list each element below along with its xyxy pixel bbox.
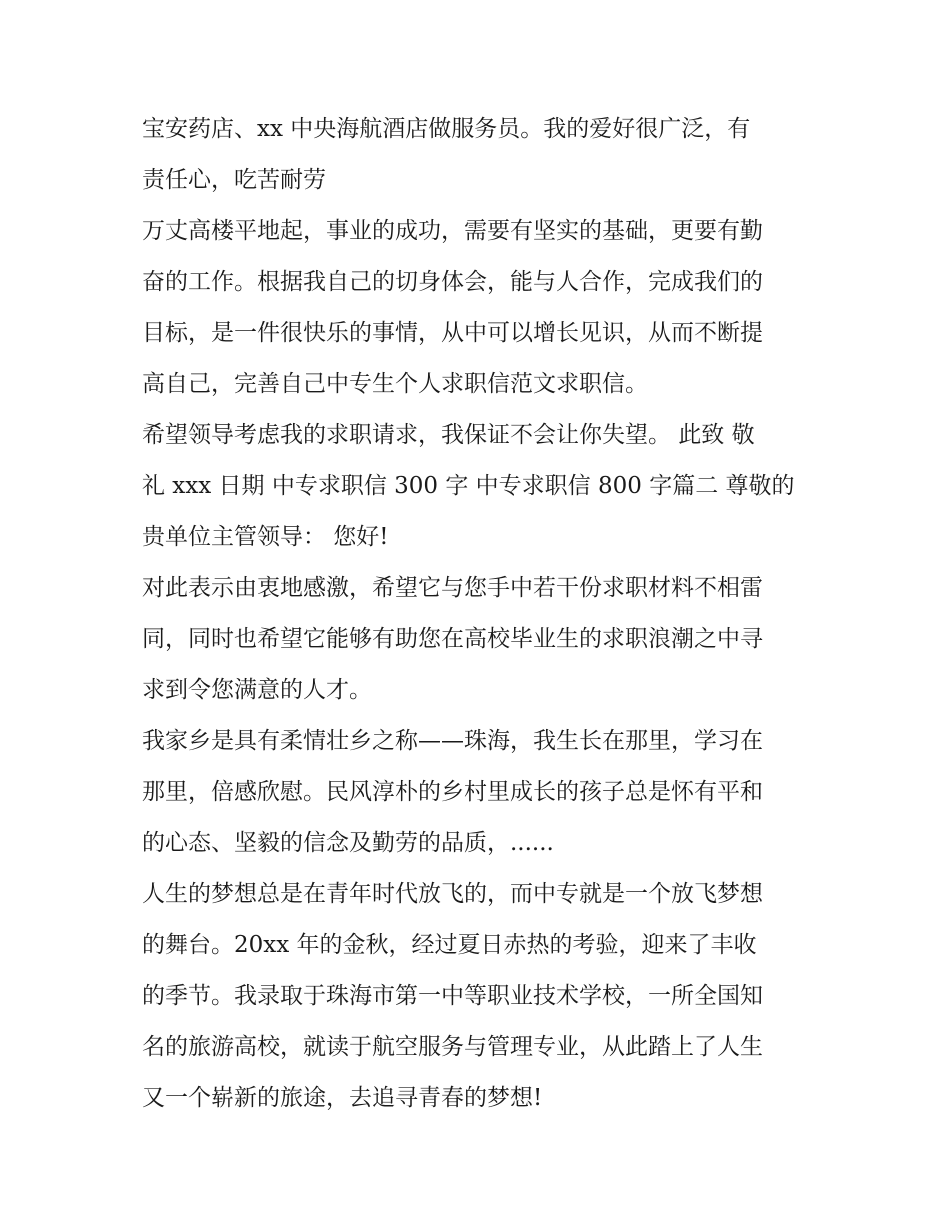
text-line: 目标，是一件很快乐的事情，从中可以增长见识，从而不断提	[142, 320, 763, 346]
text-line: 责任心，吃苦耐劳	[142, 167, 326, 193]
text-line: 那里，倍感欣慰。民风淳朴的乡村里成长的孩子总是怀有平和	[142, 779, 763, 805]
text-line: 高自己，完善自己中专生个人求职信范文求职信。	[142, 371, 648, 397]
text-line: 希望领导考虑我的求职请求，我保证不会让你失望。 此致 敬	[142, 422, 755, 448]
text-line: 奋的工作。根据我自己的切身体会，能与人合作，完成我们的	[142, 269, 763, 295]
text-line: 的季节。我录取于珠海市第一中等职业技术学校，一所全国知	[142, 983, 763, 1009]
text-line: 我家乡是具有柔情壮乡之称——珠海，我生长在那里，学习在	[142, 728, 763, 754]
text-line: 又一个崭新的旅途，去追寻青春的梦想!	[142, 1085, 543, 1111]
text-line: 对此表示由衷地感激，希望它与您手中若干份求职材料不相雷	[142, 575, 763, 601]
text-line: 的心态、坚毅的信念及勤劳的品质，......	[142, 830, 554, 856]
document-body	[142, 104, 822, 1124]
text-line: 礼 xxx 日期 中专求职信 300 字 中专求职信 800 字篇二 尊敬的	[142, 473, 795, 499]
text-line: 人生的梦想总是在青年时代放飞的，而中专就是一个放飞梦想	[142, 881, 763, 907]
text-line: 万丈高楼平地起，事业的成功，需要有坚实的基础，更要有勤	[142, 218, 763, 244]
text-line: 求到令您满意的人才。	[142, 677, 372, 703]
text-line: 的舞台。20xx 年的金秋，经过夏日赤热的考验，迎来了丰收	[142, 932, 757, 958]
text-line: 同，同时也希望它能够有助您在高校毕业生的求职浪潮之中寻	[142, 626, 763, 652]
text-line: 贵单位主管领导： 您好!	[142, 524, 389, 550]
text-line: 名的旅游高校，就读于航空服务与管理专业，从此踏上了人生	[142, 1034, 763, 1060]
text-line: 宝安药店、xx 中央海航酒店做服务员。我的爱好很广泛，有	[142, 116, 751, 142]
